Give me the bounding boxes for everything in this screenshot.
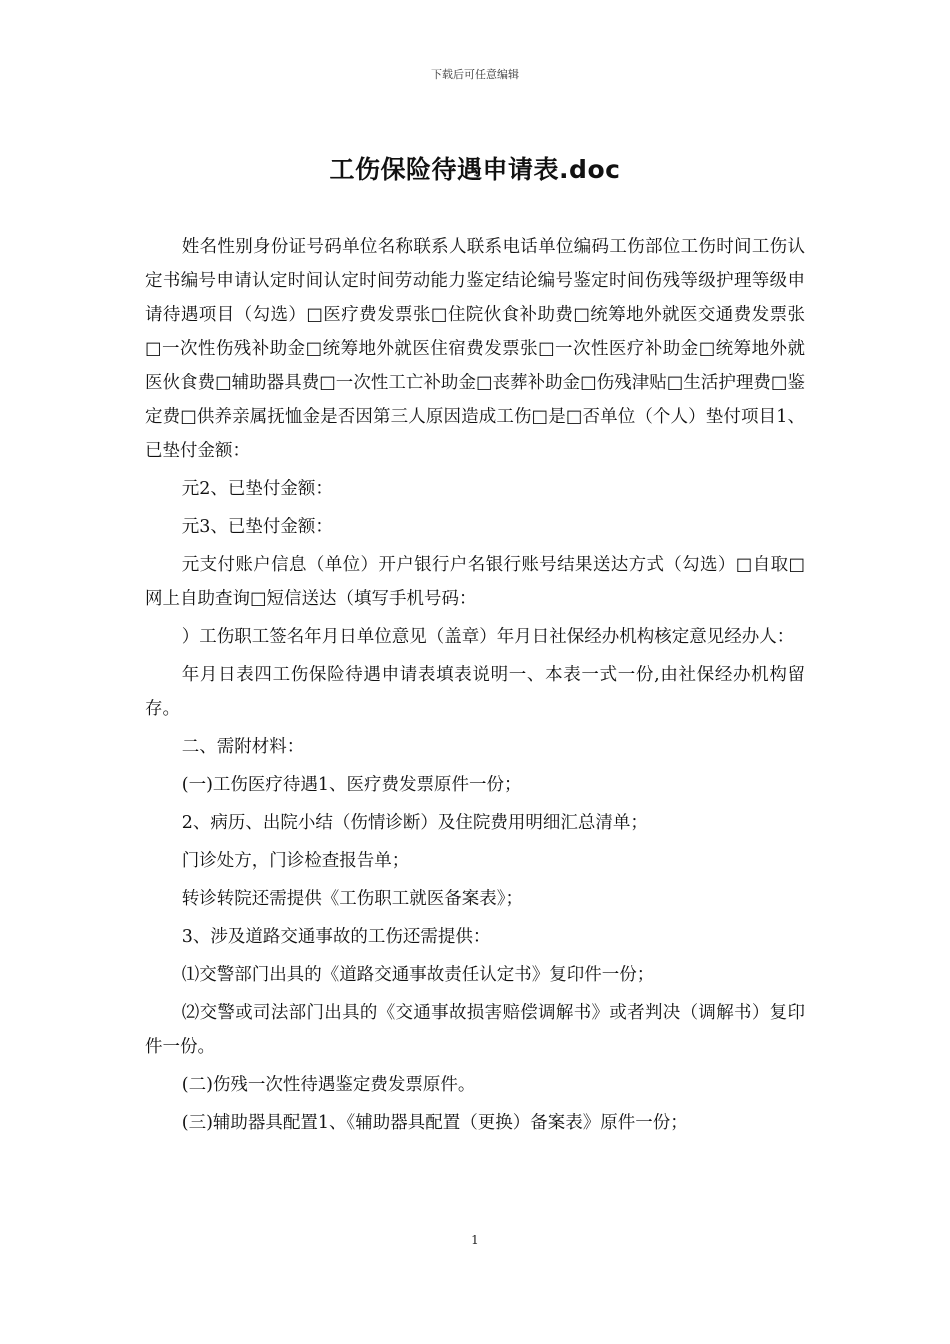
- paragraph: (一)工伤医疗待遇1、医疗费发票原件一份；: [181, 775, 522, 795]
- paragraph: ）工伤职工签名年月日单位意见（盖章）年月日社保经办机构核定意见经办人：: [181, 627, 795, 647]
- paragraph: 年月日表四工伤保险待遇申请表填表说明一、本表一式一份,由社保经办机构留存。: [145, 665, 805, 719]
- paragraph: 元3、已垫付金额：: [181, 517, 333, 537]
- paragraph: ⑵交警或司法部门出具的《交通事故损害赔偿调解书》或者判决（调解书）复印件一份。: [145, 1003, 805, 1057]
- paragraph: 二、需附材料：: [181, 737, 305, 757]
- paragraph: 元支付账户信息（单位）开户银行户名银行账号结果送达方式（勾选）□自取□网上自助查询□短信送达（填写手机号码：: [145, 555, 805, 609]
- document-title: 工伤保险待遇申请表.doc: [329, 155, 621, 184]
- document-body: [145, 230, 805, 1144]
- page-number: 1: [471, 1233, 479, 1247]
- paragraph: (三)辅助器具配置1、《辅助器具配置（更换）备案表》原件一份；: [181, 1113, 688, 1133]
- paragraph: 2、病历、出院小结（伤情诊断）及住院费用明细汇总清单；: [181, 813, 648, 833]
- paragraph: 门诊处方，门诊检查报告单；: [181, 851, 410, 871]
- paragraph: ⑴交警部门出具的《道路交通事故责任认定书》复印件一份；: [181, 965, 655, 985]
- paragraph: (二)伤残一次性待遇鉴定费发票原件。: [181, 1075, 476, 1095]
- paragraph: 姓名性别身份证号码单位名称联系人联系电话单位编码工伤部位工伤时间工伤认定书编号申请认定时间认定时间劳动能力鉴定结论编号鉴定时间伤残等级护理等级申请待遇项目（勾选）□医疗费发票张□住院伙食补助费□统筹地外就医交通费发票张□一次性伤残补助金□统筹地外就医住宿费发票张□一次性医疗补助金□统筹地外就医伙食费□辅助器具费□一次性工亡补助金□丧葬补助金□伤残津贴□生活护理费□鉴定费□供养亲属抚恤金是否因第三人原因造成工伤□是□否单位（个人）垫付项目1、已垫付金额：: [145, 237, 805, 461]
- page-header-note: 下载后可任意编辑: [431, 68, 519, 81]
- paragraph: 元2、已垫付金额：: [181, 479, 333, 499]
- paragraph: 3、涉及道路交通事故的工伤还需提供：: [181, 927, 491, 947]
- paragraph: 转诊转院还需提供《工伤职工就医备案表》；: [181, 889, 523, 909]
